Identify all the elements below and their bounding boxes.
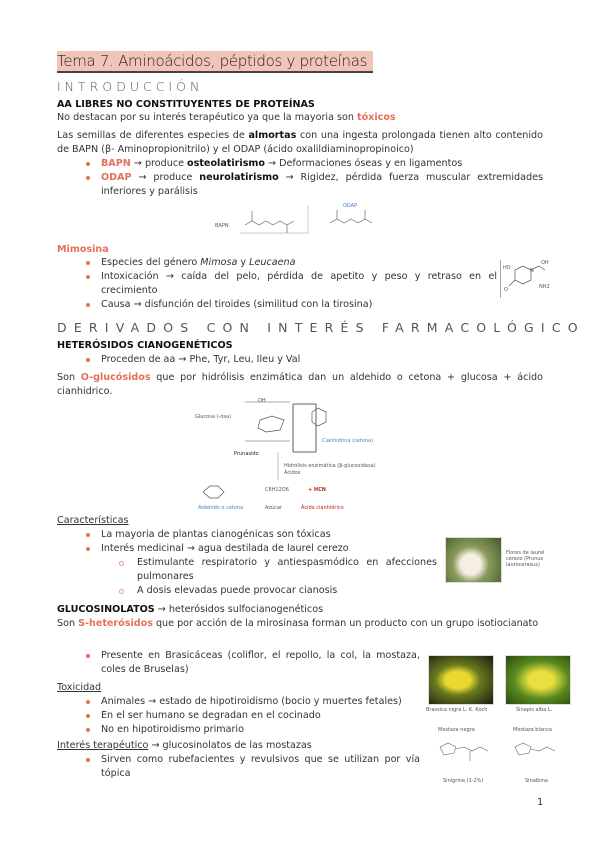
- glucosinolate-structures: [430, 735, 570, 765]
- text: que por hidrólisis enzimática dan un aldehido o cetona + glucosa + ácido cianhidrico.: [57, 372, 544, 397]
- paragraph: [57, 371, 543, 399]
- figure-label: O: [504, 287, 508, 293]
- figure-label: Azúcar: [265, 505, 283, 511]
- list-item: A dosis elevadas puede provocar cianosis: [57, 584, 437, 598]
- text: con una ingesta prolongada tienen alto contenido de BAPN (β- Aminopropionitrilo) y el ODAP (ácido oxalildiaminopropinoico): [57, 130, 543, 155]
- compound-name: Sinigrina (1-2%): [443, 778, 484, 784]
- bullet-list: [57, 753, 420, 781]
- list-item: Sirven como rubefacientes y revulsivos que se utilizan por vía tópica: [57, 753, 420, 781]
- figure-label: Aldehído o cetona: [198, 505, 244, 511]
- text: que por acción de la mirosinasa forman un producto con un grupo isotiocianato: [152, 618, 539, 629]
- term: BAPN: [101, 158, 131, 169]
- highlight: tóxicos: [357, 112, 396, 123]
- text: → glucosinolatos de las mostazas: [148, 740, 312, 751]
- text: → heterósidos sulfocianogenéticos: [154, 604, 324, 615]
- text: Especies del género: [101, 257, 201, 268]
- figure-label: Ácidos: [284, 470, 301, 476]
- text: Las semillas de diferentes especies de: [57, 130, 249, 141]
- text: → produce: [131, 172, 200, 183]
- hydrolysis-diagram: [195, 398, 420, 518]
- bullet-list: [57, 256, 497, 312]
- list-item: [57, 256, 497, 270]
- text: Son: [57, 372, 81, 383]
- list-item: [57, 157, 543, 171]
- list-item: Proceden de aa → Phe, Tyr, Leu, Ileu y Val: [57, 353, 543, 367]
- bullet-list: [57, 649, 420, 677]
- section-heading-introduccion: INTRODUCCIÓN: [57, 79, 204, 94]
- figure-label: N: [530, 268, 534, 274]
- bullet-list: [57, 528, 437, 598]
- molecule-diagram: [240, 203, 385, 235]
- photo-caption: Brassica nigra L. K. Koch: [426, 707, 488, 713]
- text: → Deformaciones óseas y en ligamentos: [265, 158, 463, 169]
- common-name: Mostaza blanca: [513, 727, 552, 733]
- figure-label: ODAP: [343, 203, 358, 209]
- list-item: No en hipotiroidismo primario: [57, 723, 420, 737]
- figure-label: C6H12O6: [265, 487, 289, 493]
- genus: Mimosa: [200, 257, 238, 268]
- bullet-list: [57, 695, 420, 737]
- subheading-caracteristicas: Características: [57, 515, 129, 526]
- list-item: En el ser humano se degradan en el cocinado: [57, 709, 420, 723]
- list-item: Estimulante respiratorio y antiespasmódico en afecciones pulmonares: [57, 556, 437, 584]
- reaction-scheme: [200, 400, 420, 518]
- text: No destacan por su interés terapéutico ya que la mayoria son: [57, 112, 357, 123]
- sinapis-alba-photo: [505, 655, 571, 705]
- figure-label: OH: [258, 398, 266, 404]
- highlight: S-heterósidos: [78, 618, 153, 629]
- text: y: [237, 257, 250, 268]
- paragraph: [57, 111, 543, 125]
- subheading-aa-libres: AA LIBRES NO CONSTITUYENTES DE PROTEÍNAS: [57, 99, 315, 110]
- paragraph: [57, 129, 543, 157]
- text: → Rigidez, pérdida fuerza muscular extremidades inferiores y parálisis: [101, 172, 543, 197]
- subheading-glucosinolatos: [57, 603, 543, 617]
- figure-label: Hidrólisis enzimática (β-glucosidasa): [284, 463, 376, 469]
- page-number: 1: [537, 797, 544, 808]
- bullet-list: [57, 353, 543, 367]
- figure-label: Ácido cianhídrico: [301, 505, 344, 511]
- heading: Interés terapéutico: [57, 740, 149, 751]
- text: Son: [57, 618, 79, 629]
- brassica-nigra-photo: [428, 655, 494, 705]
- subheading-toxicidad: Toxicidad: [57, 682, 102, 693]
- bapn-odap-structures: [215, 203, 385, 235]
- list-item: Presente en Brasicáceas (coliflor, el repollo, la col, la mostaza, coles de Bruselas): [57, 649, 420, 677]
- list-item: [57, 171, 543, 199]
- figure-label: Prunasido: [234, 451, 259, 457]
- common-name: Mostaza negra: [438, 727, 475, 733]
- list-item: La mayoria de plantas cianogénicas son tóxicas: [57, 528, 437, 542]
- term: ODAP: [101, 172, 132, 183]
- text: → produce: [130, 158, 188, 169]
- subheading-heterosidos: HETERÓSIDOS CIANOGENÉTICOS: [57, 340, 233, 351]
- figure-label: HO: [503, 265, 511, 271]
- figure-label: + HCN: [308, 487, 326, 493]
- list-item: Animales → estado de hipotiroidismo (bocio y muertes fetales): [57, 695, 420, 709]
- subheading-mimosina: Mimosina: [57, 244, 109, 255]
- heading: GLUCOSINOLATOS: [57, 604, 155, 615]
- figure-label: NH2: [539, 284, 550, 290]
- emphasis: osteolatirismo: [187, 158, 265, 169]
- paragraph: [57, 617, 543, 631]
- mimosine-structure: [500, 260, 551, 298]
- list-item: Causa → disfunción del tiroides (similitud con la tirosina): [57, 298, 497, 312]
- laurel-cerezo-photo: [445, 537, 502, 583]
- bullet-list: [57, 157, 543, 199]
- photo-caption: Sinapis alba L.: [516, 707, 553, 713]
- compound-name: Sinalbina: [525, 778, 548, 784]
- figure-label: Cianhidrina (cetona): [322, 438, 374, 444]
- emphasis: neurolatirismo: [199, 172, 279, 183]
- list-item: Interés medicinal → agua destilada de laurel cerezo: [57, 542, 437, 556]
- emphasis: almortas: [248, 130, 297, 141]
- highlight: O-glucósidos: [80, 372, 151, 383]
- figure-label: Glucosa (-osa): [195, 414, 232, 420]
- figure-label: OH: [541, 260, 549, 266]
- list-item: Intoxicación → caída del pelo, pérdida de apetito y peso y retraso en el crecimiento: [57, 270, 497, 298]
- page-title: Tema 7. Aminoácidos, péptidos y proteínas: [57, 51, 373, 73]
- section-heading-derivados: DERIVADOS CON INTERÉS FARMACOLÓGICO: [57, 320, 585, 335]
- photo-caption: Flores de laurel cerezo (Prunus laurocerasus): [506, 550, 545, 568]
- genus: Leucaena: [249, 257, 296, 268]
- figure-label: BAPN: [215, 223, 229, 229]
